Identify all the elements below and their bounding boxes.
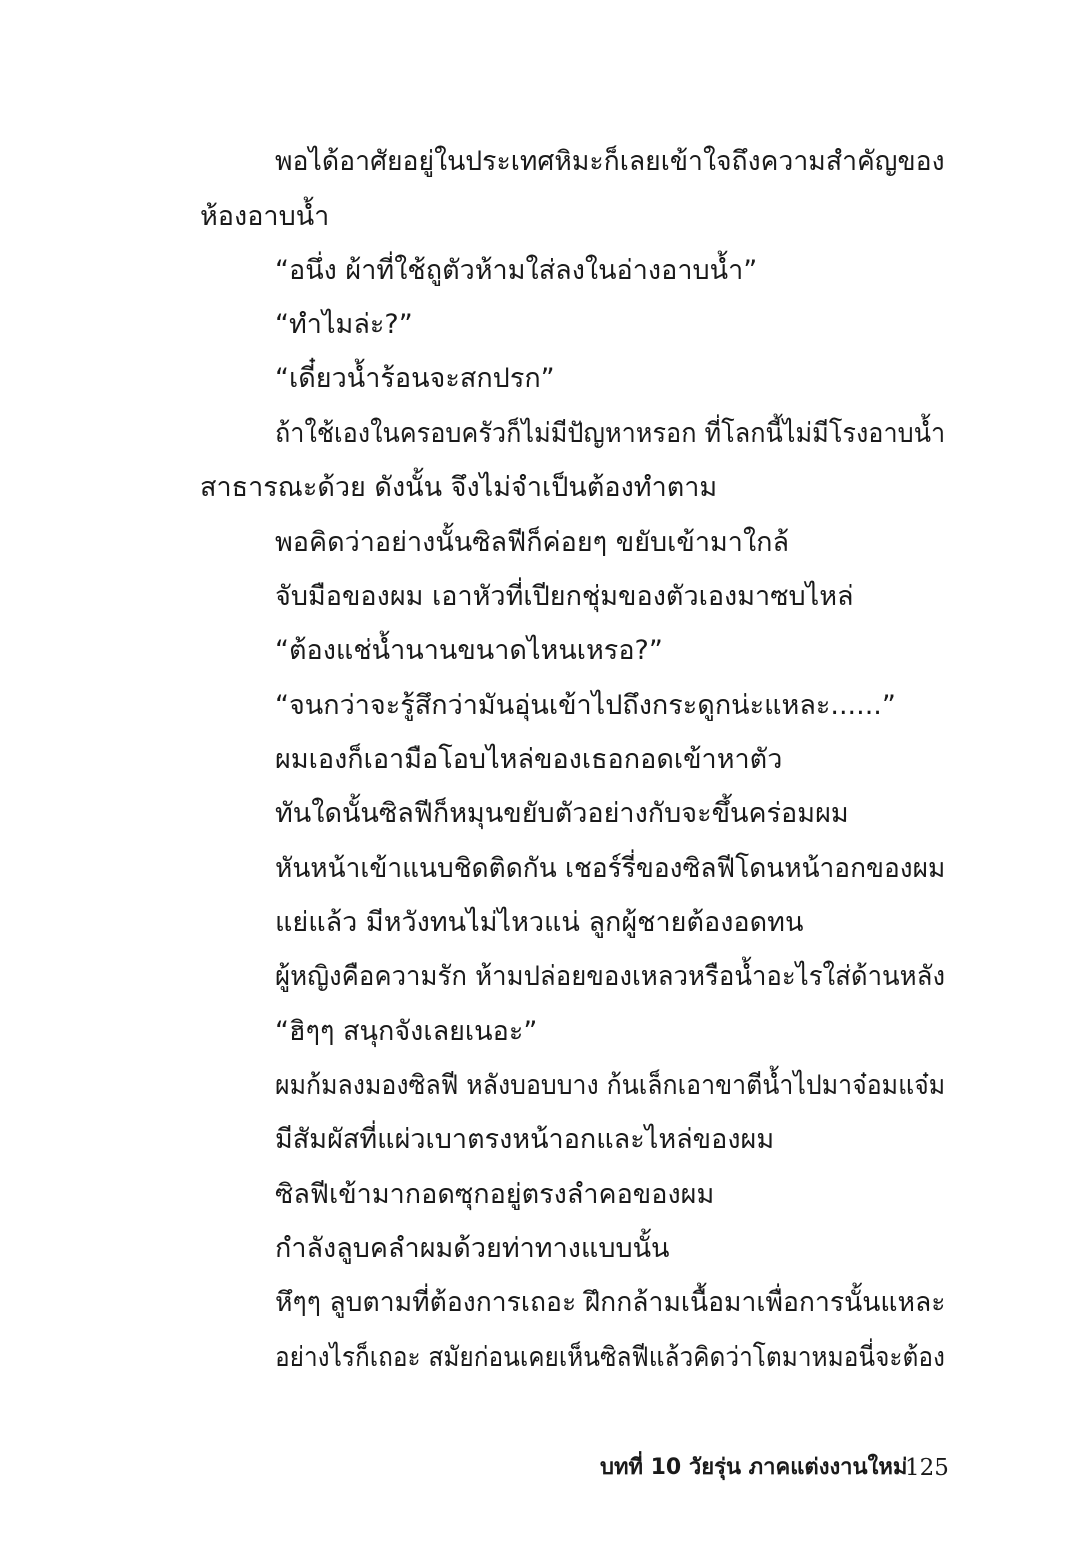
text-line: อย่างไรก็เถอะ สมัยก่อนเคยเห็นซิลฟีแล้วคิดว่าโตมาหมอนี่จะต้อง: [275, 1342, 945, 1373]
text-line: มีสัมผัสที่แผ่วเบาตรงหน้าอกและไหล่ของผม: [275, 1124, 775, 1155]
text-line: หันหน้าเข้าแนบชิดติดกัน เชอร์รี่ของซิลฟีโดนหน้าอกของผม: [275, 853, 946, 884]
text-line: “ทำไมล่ะ?”: [275, 309, 413, 340]
text-line: ผมก้มลงมองซิลฟี หลังบอบบาง ก้นเล็กเอาขาตีน้ำไปมาจ๋อมแจ๋ม: [275, 1070, 946, 1101]
text-line: “จนกว่าจะรู้สึกว่ามันอุ่นเข้าไปถึงกระดูกน่ะแหละ......”: [275, 690, 896, 721]
text-line: หึๆๆ ลูบตามที่ต้องการเถอะ ฝึกกล้ามเนื้อมาเพื่อการนั้นแหละ: [275, 1287, 946, 1318]
text-line: พอได้อาศัยอยู่ในประเทศหิมะก็เลยเข้าใจถึงความสำคัญของ: [275, 146, 945, 177]
text-line: ถ้าใช้เองในครอบครัวก็ไม่มีปัญหาหรอก ที่โลกนี้ไม่มีโรงอาบน้ำ: [275, 418, 946, 449]
running-footer-chapter: บทที่ 10 วัยรุ่น ภาคแต่งงานใหม่: [600, 1455, 908, 1480]
text-line: ซิลฟีเข้ามากอดซุกอยู่ตรงลำคอของผม: [275, 1179, 715, 1210]
text-line: “เดี๋ยวน้ำร้อนจะสกปรก”: [275, 363, 555, 394]
text-line: ทันใดนั้นซิลฟีก็หมุนขยับตัวอย่างกับจะขึ้นคร่อมผม: [275, 798, 849, 829]
text-line: ห้องอาบน้ำ: [200, 201, 330, 232]
text-line: พอคิดว่าอย่างนั้นซิลฟีก็ค่อยๆ ขยับเข้ามาใกล้: [275, 527, 790, 558]
page-number: 125: [905, 1455, 949, 1481]
text-line: “อนึ่ง ผ้าที่ใช้ถูตัวห้ามใส่ลงในอ่างอาบน้ำ”: [275, 255, 758, 286]
text-line: ผู้หญิงคือความรัก ห้ามปล่อยของเหลวหรือน้ำอะไรใส่ด้านหลัง: [275, 961, 946, 992]
text-line: กำลังลูบคลำผมด้วยท่าทางแบบนั้น: [275, 1233, 670, 1264]
text-line: ผมเองก็เอามือโอบไหล่ของเธอกอดเข้าหาตัว: [275, 744, 783, 775]
text-line: จับมือของผม เอาหัวที่เปียกชุ่มของตัวเองมาซบไหล่: [275, 581, 854, 612]
text-line: สาธารณะด้วย ดังนั้น จึงไม่จำเป็นต้องทำตาม: [200, 472, 718, 503]
text-line: “ฮิๆๆ สนุกจังเลยเนอะ”: [275, 1016, 538, 1047]
text-line: “ต้องแช่น้ำนานขนาดไหนเหรอ?”: [275, 635, 663, 666]
text-line: แย่แล้ว มีหวังทนไม่ไหวแน่ ลูกผู้ชายต้องอดทน: [275, 907, 804, 938]
